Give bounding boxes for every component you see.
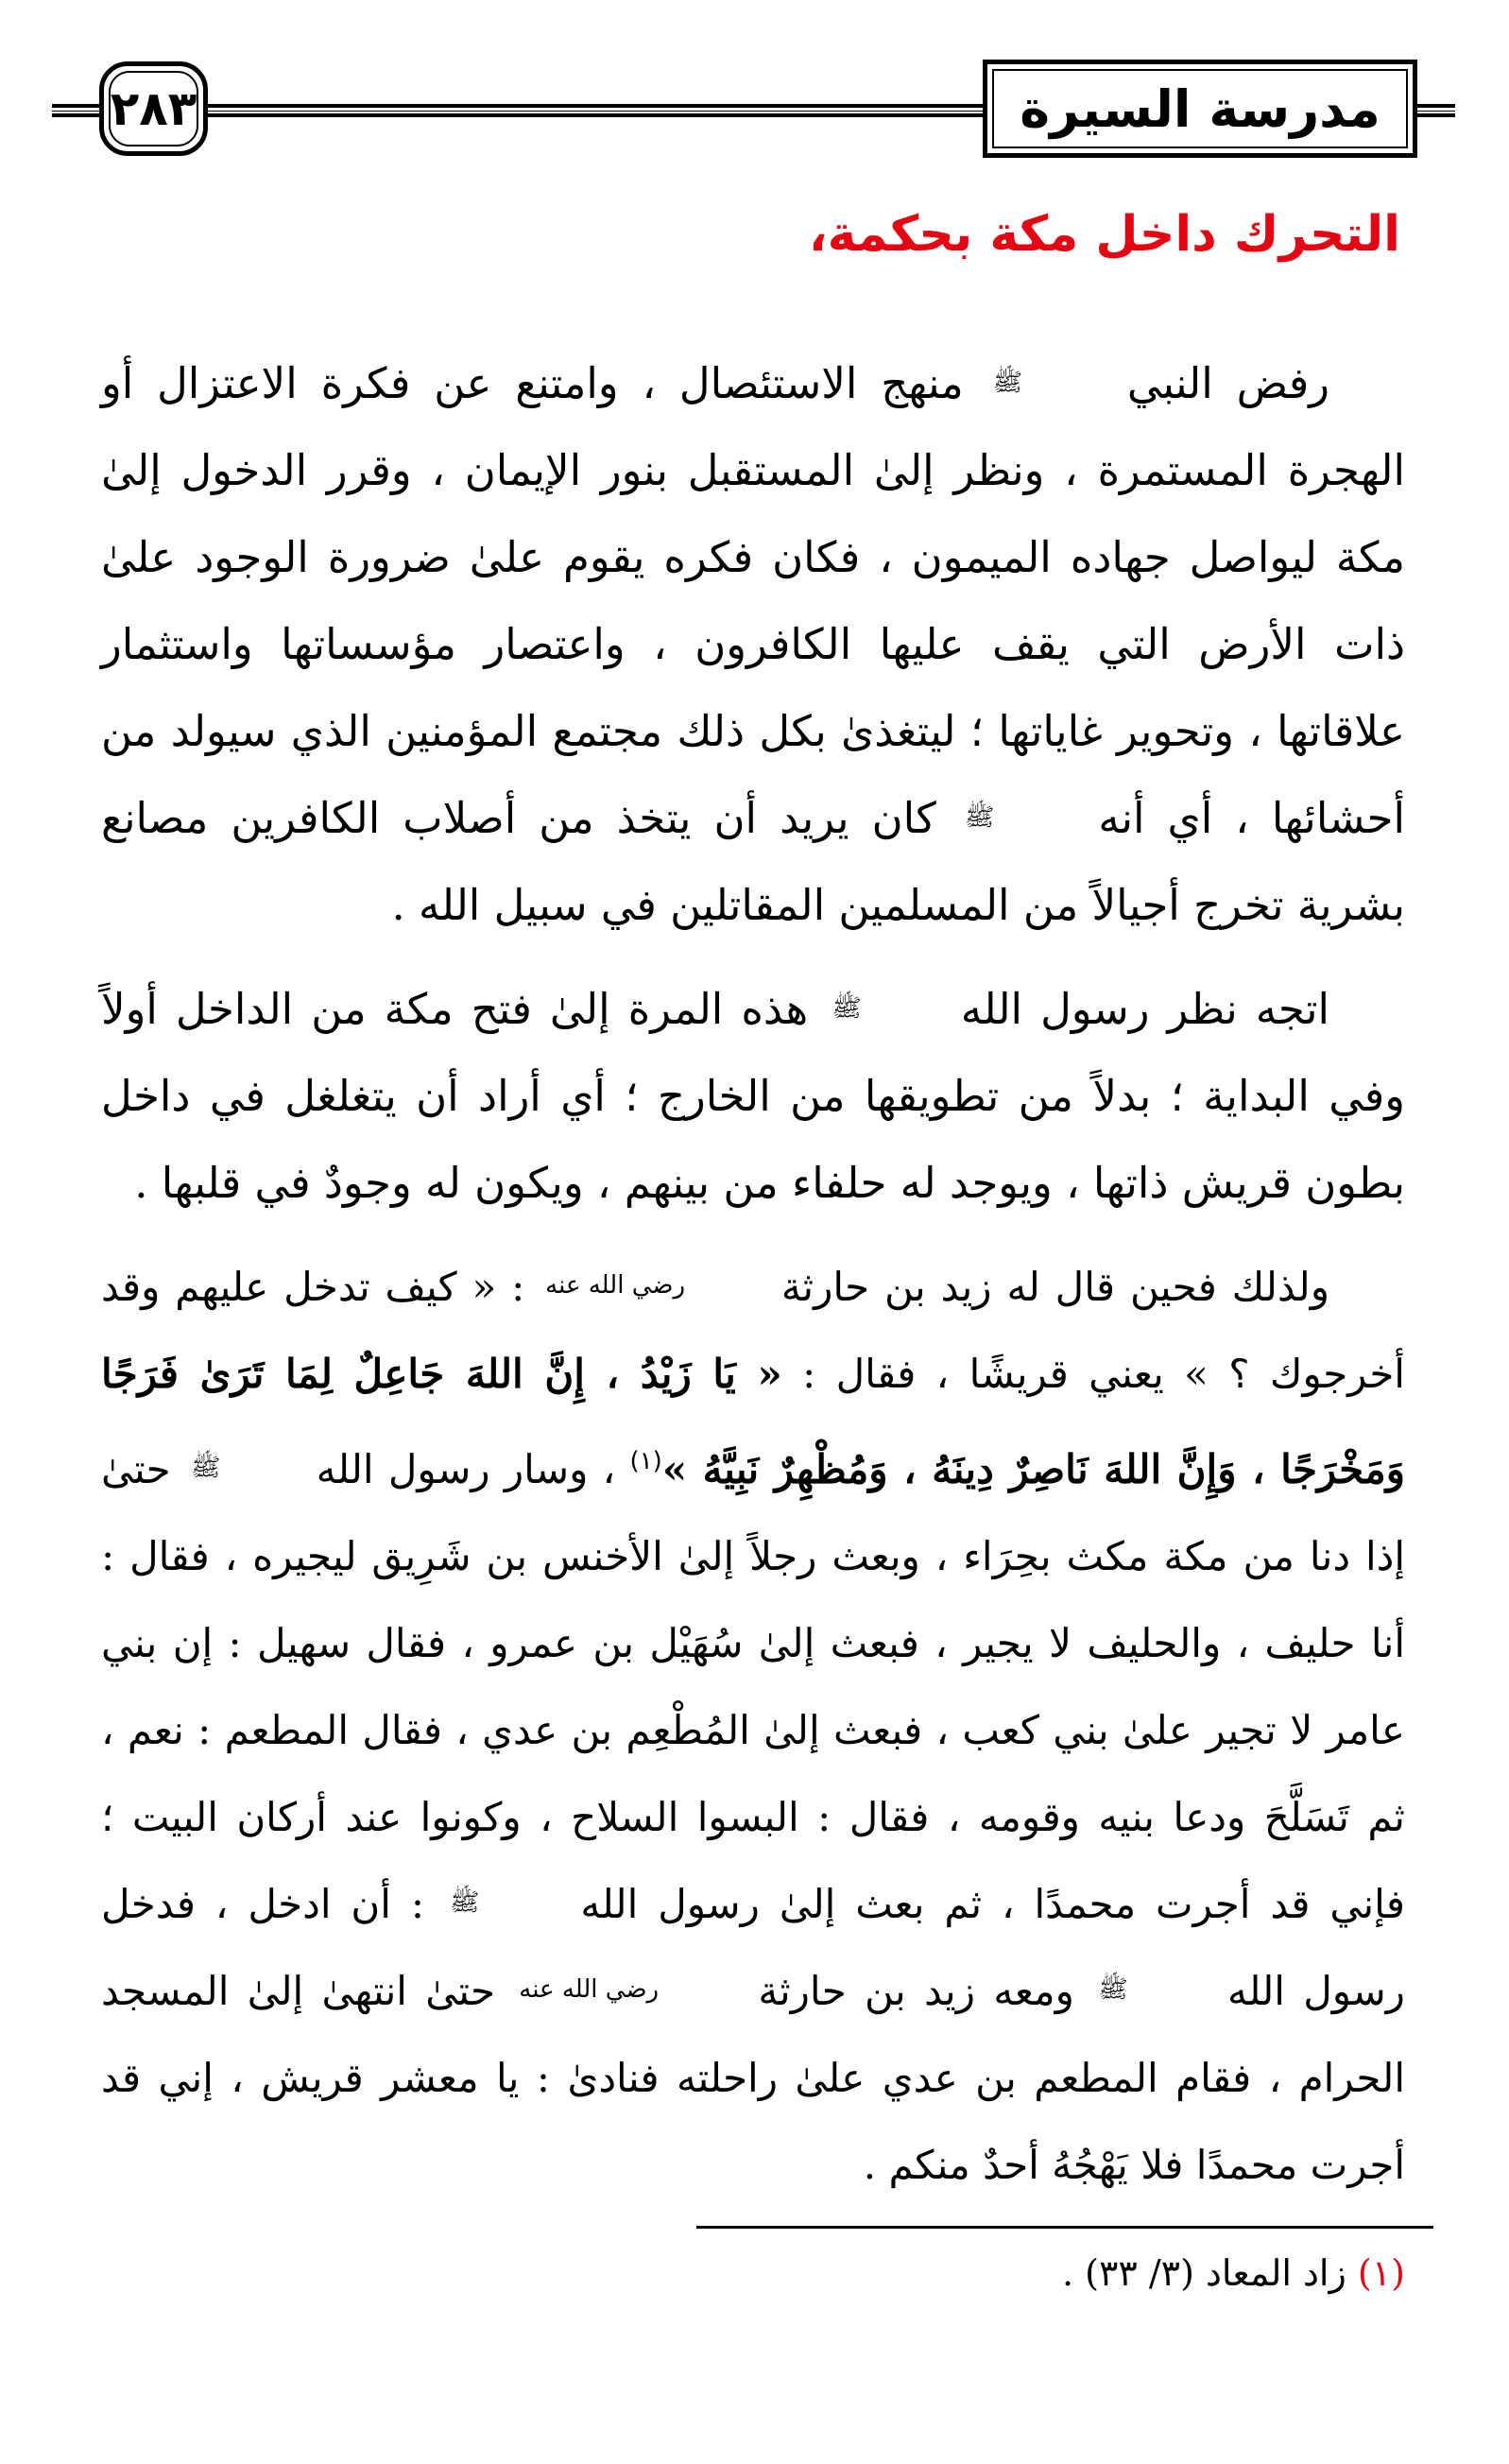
companion-honorific: رضي الله عنه: [545, 1271, 685, 1301]
footnote-text: زاد المعاد (٣/ ٣٣) .: [1061, 2252, 1346, 2294]
paragraph-2: [101, 966, 1405, 1227]
prophet-honorific: ﷺ: [964, 803, 995, 833]
companion-honorific: رضي الله عنه: [519, 1975, 660, 2005]
paragraph-3-part-5: : أن ادخل ، فدخل رسول الله: [101, 1881, 1405, 2014]
footnote-1: [1062, 2245, 1405, 2301]
paragraph-3: [101, 1244, 1405, 2209]
prophet-honorific: ﷺ: [1098, 1975, 1128, 2005]
footnote-number: (١): [1357, 2252, 1405, 2294]
paragraph-3-part-3: ، وسار رسول الله: [316, 1446, 616, 1492]
paragraph-3-part-4: حتىٰ إذا دنا من مكة مكث بحِرَاء ، وبعث رجلاً إلىٰ الأخنس بن شَرِيق ليجيره ، فقال : أنا حليف ، والحليف لا يجير ، فبعث إلىٰ سُهَيْل بن عمرو ، فقال سهيل : إن بني عامر لا تجير علىٰ بني كعب ، فبعث إلىٰ المُطْعِم بن عدي ، فقال المطعم : نعم ، ثم تَسَلَّحَ ودعا بنيه وقومه ، فقال : البسوا السلاح ، وكونوا عند أركان البيت ؛ فإني قد أجرت محمدًا ، ثم بعث إلىٰ رسول الله: [101, 1446, 1405, 1927]
hadith-quote: « يَا زَيْدُ ، إِنَّ اللهَ جَاعِلٌ لِمَا تَرَىٰ فَرَجًا وَمَخْرَجًا ، وَإِنَّ اللهَ نَاصِرٌ دِينَهُ ، وَمُظْهِرٌ نَبِيَّهُ »: [101, 1351, 1405, 1492]
footnote-reference[interactable]: (١): [629, 1447, 662, 1475]
page-header: [52, 52, 1455, 165]
running-title: مدرسة السيرة: [1020, 78, 1380, 139]
prophet-honorific: ﷺ: [992, 369, 1022, 398]
prophet-honorific: ﷺ: [190, 1454, 221, 1483]
prophet-honorific: ﷺ: [832, 994, 862, 1024]
paragraph-2-part-1: اتجه نظر رسول الله: [960, 984, 1329, 1034]
paragraph-3-part-6: ومعه زيد بن حارثة: [758, 1968, 1074, 2014]
page-number-frame: [99, 61, 208, 156]
paragraph-2-part-2: هذه المرة إلىٰ فتح مكة من الداخل أولاً وفي البداية ؛ بدلاً من تطويقها من الخارج ؛ أي أراد أن يتغلغل في داخل بطون قريش ذاتها ، ويوجد له حلفاء من بينهم ، ويكون له وجودٌ في قلبها .: [101, 984, 1405, 1208]
paragraph-3-part-7: حتىٰ انتهىٰ إلىٰ المسجد الحرام ، فقام المطعم بن عدي علىٰ راحلته فنادىٰ : يا معشر قريش ، إني قد أجرت محمدًا فلا يَهْجُهُ أحدٌ منكم .: [101, 1968, 1405, 2188]
paragraph-3-part-1: ولذلك فحين قال له زيد بن حارثة: [780, 1264, 1329, 1310]
paragraph-1-part-3: كان يريد أن يتخذ من أصلاب الكافرين مصانع بشرية تخرج أجيالاً من المسلمين المقاتلين في سبيل الله .: [101, 793, 1405, 930]
paragraph-1-part-1: رفض النبي: [1126, 358, 1329, 408]
prophet-honorific: ﷺ: [450, 1888, 480, 1918]
footnote-separator: [696, 2226, 1433, 2229]
section-title: التحرك داخل مكة بحكمة،: [808, 206, 1400, 263]
paragraph-1-part-2: منهج الاستئصال ، وامتنع عن فكرة الاعتزال أو الهجرة المستمرة ، ونظر إلىٰ المستقبل بنور الإيمان ، وقرر الدخول إلىٰ مكة ليواصل جهاده الميمون ، فكان فكره يقوم علىٰ ضرورة الوجود علىٰ ذات الأرض التي يقف عليها الكافرون ، واعتصار مؤسساتها واستثمار علاقاتها ، وتحوير غاياتها ؛ ليتغذىٰ بكل ذلك مجتمع المؤمنين الذي سيولد من أحشائها ، أي أنه: [101, 358, 1405, 843]
body-text: [101, 340, 1405, 2226]
paragraph-1: [101, 340, 1405, 949]
running-title-frame: [983, 60, 1417, 158]
paragraph-3-part-2: : « كيف تدخل عليهم وقد أخرجوك ؟ » يعني قريشًا ، فقال :: [101, 1264, 1405, 1397]
page-number: ٢٨٣: [110, 81, 197, 136]
